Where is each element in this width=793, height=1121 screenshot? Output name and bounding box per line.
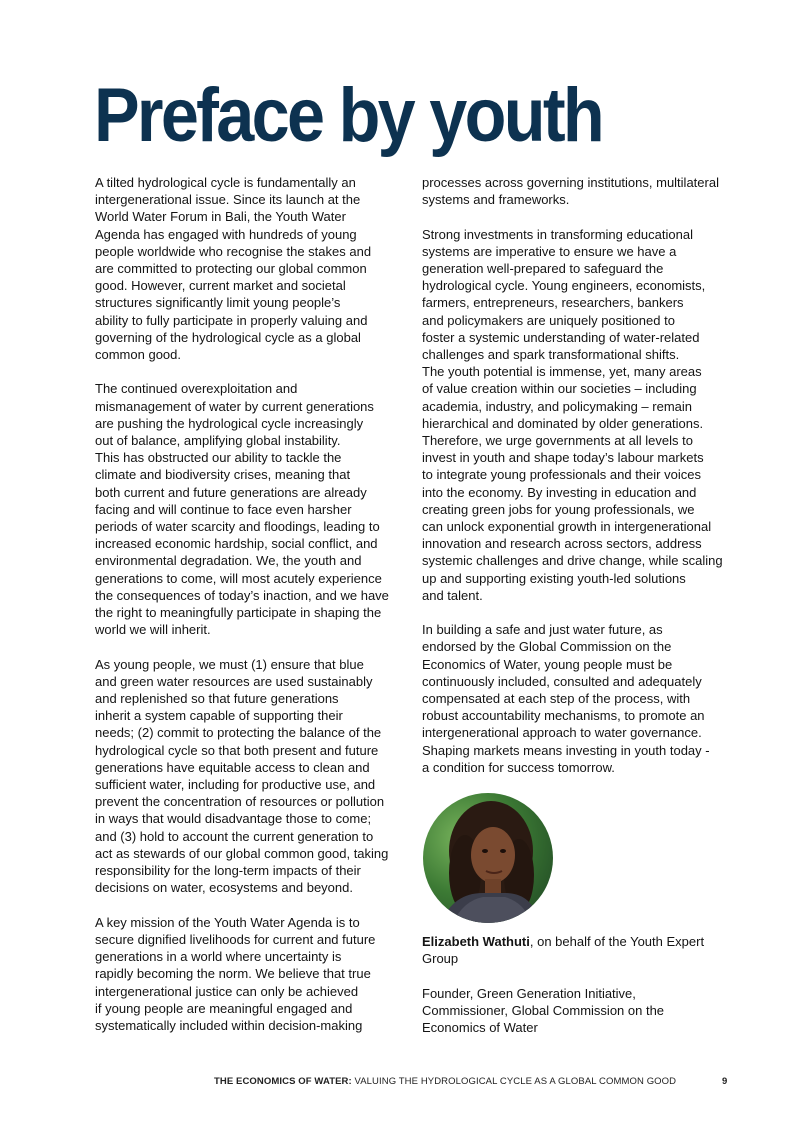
signature-affiliation: , on behalf of the Youth Expert Group [422, 934, 705, 967]
paragraph-investments: Strong investments in transforming educational systems are imperative to ensure we have a generation well-prepared to safeguard the hydrological cycle. Young engineers, economists, farmers, entrepreneurs, researchers, bankers and policymakers are uniquely positioned to foster a systemic understanding of water-related challenges and spark transformational shifts. The youth potential is immense, yet, many areas of value creation within our societies – including academia, industry, and policymaking – remain hierarchical and dominated by older generations. Therefore, we urge governments at all levels to invest in youth and shape today’s labour markets to integrate young professionals and their voices into the economy. By investing in education and creating green jobs for young professionals, we can unlock exponential growth in intergenerational innovation and research across sectors, address systemic challenges and drive change, while scaling up and supporting existing youth-led solutions and talent. [422, 226, 723, 603]
running-footer [214, 1076, 676, 1087]
signature-name: Elizabeth Wathuti [422, 934, 530, 950]
paragraph-overexploitation: The continued overexploitation and mismanagement of water by current generations are pushing the hydrological cycle increasingly out of balance, amplifying global instability. This has obstructed our ability to tackle the climate and biodiversity crises, meaning that both current and future generations are already facing and will continue to face even harsher periods of water scarcity and floodings, leading to increased economic hardship, social conflict, and environmental degradation. We, the youth and generations to come, will most acutely experience the consequences of today’s inaction, and we have the right to meaningfully participate in shaping the world we will inherit. [95, 381, 389, 638]
footer-publication-bold: THE ECONOMICS OF WATER: [214, 1076, 352, 1087]
paragraph-commitments: As young people, we must (1) ensure that blue and green water resources are used sustainably and replenished so that future generations inherit a system capable of supporting their needs; (2) commit to protecting the balance of the hydrological cycle so that both present and future generations have equitable access to clean and sufficient water, including for productive use, and prevent the concentration of resources or pollution in ways that would disadvantage those to come; and (3) hold to account the current generation to act as stewards of our global common good, taking responsibility for the long-term impacts of their decisions on water, ecosystems and beyond. [95, 656, 389, 896]
signature-role: Founder, Green Generation Initiative, Commissioner, Global Commission on the Economics of Water [422, 985, 665, 1036]
footer-publication-subtitle: VALUING THE HYDROLOGICAL CYCLE AS A GLOBAL COMMON GOOD [351, 1076, 677, 1087]
page-number: 9 [722, 1076, 728, 1087]
paragraph-mission: A key mission of the Youth Water Agenda is to secure dignified livelihoods for current and future generations in a world where uncertainty is rapidly becoming the norm. We believe that true intergenerational justice can only be achieved if young people are meaningful engaged and systematically included within decision-making [95, 914, 376, 1033]
signature-line [422, 933, 730, 967]
paragraph-just-future: In building a safe and just water future, as endorsed by the Global Commission on the Economics of Water, young people must be continuously included, consulted and adequately compensated at each step of the process, with robust accountability mechanisms, to promote an intergenerational approach to water governance. Shaping markets means investing in youth today - a condition for success tomorrow. [422, 622, 710, 775]
paragraph-intro: A tilted hydrological cycle is fundamentally an intergenerational issue. Since its launch at the World Water Forum in Bali, the Youth Water Agenda has engaged with hundreds of young people worldwide who recognise the stakes and are committed to protecting our global common good. However, current market and societal structures significantly limit young people’s ability to fully participate in properly valuing and governing of the hydrological cycle as a global common good. [95, 175, 372, 363]
left-column [95, 174, 400, 1034]
right-column [422, 174, 730, 1053]
paragraph-processes: processes across governing institutions, multilateral systems and frameworks. [422, 175, 719, 208]
page-title: Preface by youth [94, 73, 602, 158]
portrait-illustration [423, 793, 553, 923]
portrait-photo [423, 793, 553, 923]
